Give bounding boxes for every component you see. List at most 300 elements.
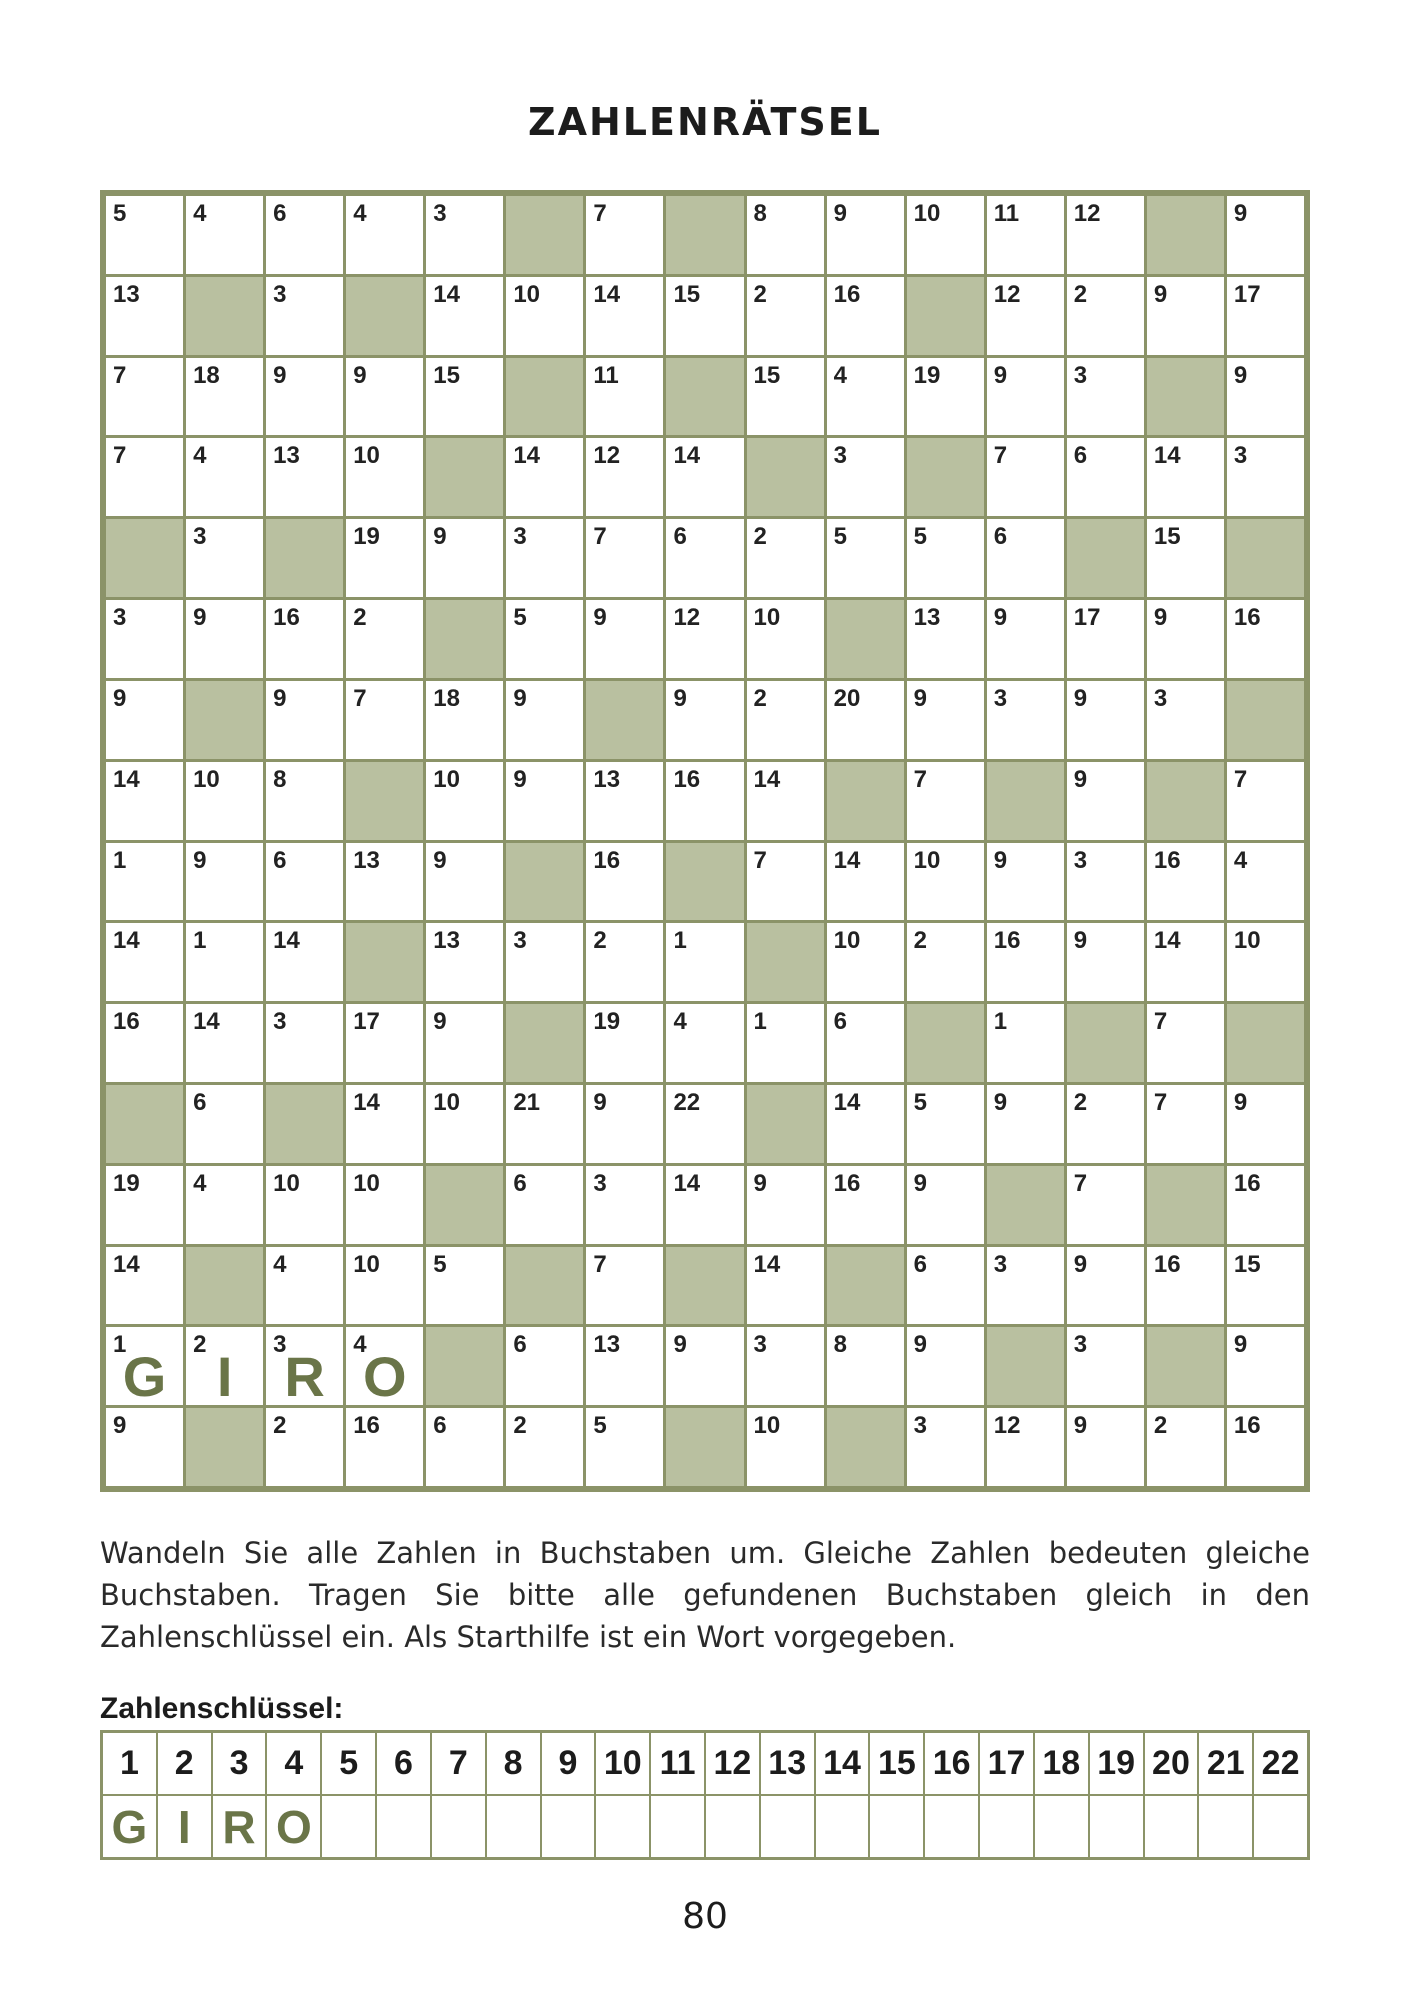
key-letter-cell[interactable] [980,1796,1033,1857]
key-letter-cell[interactable] [816,1796,869,1857]
grid-cell[interactable] [1147,438,1224,516]
grid-cell[interactable] [907,1247,984,1325]
cell-number: 9 [193,846,207,874]
grid-cell[interactable] [907,762,984,840]
cell-number: 7 [113,442,127,470]
shaded-cell [506,358,583,436]
key-letter-cell[interactable] [377,1796,430,1857]
cell-number: 9 [993,846,1008,874]
grid-cell[interactable] [666,923,743,1001]
grid-cell[interactable] [827,1085,904,1163]
key-number: 19 [1097,1744,1136,1782]
grid-cell[interactable] [186,923,263,1001]
grid-cell[interactable] [987,196,1064,274]
grid-cell[interactable] [426,1247,503,1325]
grid-cell[interactable] [346,519,423,597]
grid-cell[interactable] [186,1327,263,1409]
grid-cell[interactable] [1067,1085,1144,1163]
grid-cell[interactable] [1067,358,1144,436]
key-letter-cell[interactable] [870,1796,923,1857]
grid-cell[interactable] [186,519,263,597]
grid-cell[interactable] [827,438,904,516]
grid-cell[interactable] [907,519,984,597]
grid-cell[interactable] [266,1166,343,1244]
grid-cell[interactable] [186,358,263,436]
grid-cell[interactable] [987,277,1064,355]
grid-cell[interactable] [1227,1327,1304,1405]
grid-cell[interactable] [506,681,583,759]
grid-cell[interactable] [506,1166,583,1244]
grid-cell[interactable] [907,1166,984,1244]
shaded-cell [426,1327,503,1405]
cell-number: 6 [273,846,287,874]
cell-number: 17 [1073,604,1101,632]
shaded-cell [1067,1004,1144,1082]
grid-cell[interactable] [506,923,583,1001]
grid-cell[interactable] [907,600,984,678]
cell-number: 13 [273,442,300,470]
cell-number: 6 [993,523,1008,551]
grid-cell[interactable] [1227,843,1304,921]
grid-cell[interactable] [106,277,183,355]
shaded-cell [506,196,583,274]
grid-cell[interactable] [987,358,1064,436]
grid-cell[interactable] [586,1004,663,1082]
grid-cell[interactable] [106,762,183,840]
grid-cell[interactable] [586,762,663,840]
grid-cell[interactable] [747,277,824,355]
shaded-cell [266,519,343,597]
key-letter-cell[interactable] [487,1796,540,1857]
grid-cell[interactable] [987,843,1064,921]
grid-cell[interactable] [987,1247,1064,1325]
grid-cell[interactable] [266,1247,343,1325]
grid-cell[interactable] [426,196,503,274]
grid-cell[interactable] [1147,277,1224,355]
grid-cell[interactable] [586,600,663,678]
grid-cell[interactable] [346,1004,423,1082]
cell-number: 5 [913,1088,928,1116]
grid-cell[interactable] [1067,1247,1144,1325]
grid-cell[interactable] [1227,923,1304,1001]
grid-cell[interactable] [666,277,743,355]
cell-number: 9 [433,523,447,551]
grid-cell[interactable] [747,762,824,840]
key-letter-cell[interactable] [432,1796,485,1857]
cell-number: 14 [353,1088,380,1116]
grid-cell[interactable] [1067,277,1144,355]
cell-number: 6 [673,523,687,551]
grid-cell[interactable] [106,1166,183,1244]
cell-number: 10 [273,1169,300,1197]
grid-cell[interactable] [827,843,904,921]
cell-number: 9 [593,604,607,632]
shaded-cell [747,923,824,1001]
grid-cell[interactable] [1227,438,1304,516]
key-letter: G [111,1800,148,1853]
cell-number: 13 [113,280,140,308]
grid-cell[interactable] [186,196,263,274]
grid-cell[interactable] [1147,681,1224,759]
grid-cell[interactable] [586,1408,663,1486]
cell-number: 17 [353,1008,380,1036]
cell-number: 10 [433,765,460,793]
key-letter-cell[interactable] [1090,1796,1143,1857]
grid-cell[interactable] [346,681,423,759]
grid-cell[interactable] [1227,277,1304,355]
cell-number: 2 [1153,1412,1168,1440]
grid-cell[interactable] [987,923,1064,1001]
grid-cell[interactable] [586,1327,663,1405]
grid-cell[interactable] [666,681,743,759]
grid-cell[interactable] [426,1408,503,1486]
grid-cell[interactable] [346,1327,423,1409]
grid-cell[interactable] [1147,1004,1224,1082]
grid-cell[interactable] [186,1085,263,1163]
key-letter-cell[interactable] [1145,1796,1198,1857]
cell-number: 6 [433,1412,447,1440]
cell-number: 7 [1073,1169,1088,1197]
grid-cell[interactable] [106,923,183,1001]
grid-cell[interactable] [266,358,343,436]
cell-number: 2 [1073,280,1088,308]
number-key-table [100,1730,1310,1860]
key-number-cell [542,1733,595,1794]
grid-cell[interactable] [426,762,503,840]
grid-cell[interactable] [586,1166,663,1244]
grid-cell[interactable] [1227,1247,1304,1325]
cell-number: 3 [1073,846,1088,874]
grid-cell[interactable] [266,438,343,516]
cell-number: 7 [753,846,767,874]
key-letter-cell[interactable] [706,1796,759,1857]
cell-number: 4 [193,442,207,470]
key-letter-cell[interactable] [213,1796,266,1857]
grid-cell[interactable] [586,277,663,355]
grid-cell[interactable] [1227,600,1304,678]
grid-cell[interactable] [586,196,663,274]
grid-cell[interactable] [106,681,183,759]
grid-cell[interactable] [1147,1247,1224,1325]
key-letter-cell[interactable] [1199,1796,1252,1857]
key-number-cell [1145,1733,1198,1794]
grid-cell[interactable] [907,843,984,921]
grid-cell[interactable] [186,600,263,678]
shaded-cell [1227,681,1304,759]
grid-cell[interactable] [1067,196,1144,274]
cell-number: 10 [1233,927,1261,955]
grid-cell[interactable] [1067,681,1144,759]
grid-cell[interactable] [1067,843,1144,921]
grid-cell[interactable] [266,1327,343,1409]
grid-cell[interactable] [747,519,824,597]
grid-cell[interactable] [1147,519,1224,597]
cell-number: 15 [1233,1250,1261,1278]
grid-cell[interactable] [1227,1085,1304,1163]
key-letter-cell[interactable] [267,1796,320,1857]
shaded-cell [827,1408,904,1486]
cell-number: 9 [1073,684,1088,712]
grid-cell[interactable] [426,1004,503,1082]
grid-cell[interactable] [106,196,183,274]
key-letter-cell[interactable] [1254,1796,1307,1857]
cell-number: 16 [833,1169,861,1197]
cell-number: 10 [913,200,941,227]
grid-cell[interactable] [506,1085,583,1163]
grid-cell[interactable] [586,1247,663,1325]
grid-cell[interactable] [1147,1085,1224,1163]
grid-cell[interactable] [747,1408,824,1486]
cell-number: 9 [913,1169,928,1197]
key-letter-cell[interactable] [1035,1796,1088,1857]
cell-number: 9 [1153,280,1168,308]
cell-number: 6 [273,200,287,227]
grid-cell[interactable] [586,843,663,921]
key-number: 6 [394,1744,413,1782]
grid-cell[interactable] [666,1327,743,1405]
grid-cell[interactable] [1227,358,1304,436]
grid-cell[interactable] [907,923,984,1001]
grid-cell[interactable] [1067,600,1144,678]
grid-cell[interactable] [666,1166,743,1244]
grid-cell[interactable] [987,681,1064,759]
key-number-cell [322,1733,375,1794]
key-letter-cell[interactable] [761,1796,814,1857]
cell-number: 9 [993,604,1008,632]
grid-cell[interactable] [747,1166,824,1244]
grid-cell[interactable] [426,843,503,921]
cell-number: 14 [113,1250,140,1278]
grid-cell[interactable] [506,1408,583,1486]
shaded-cell [426,438,503,516]
grid-cell[interactable] [827,196,904,274]
cell-number: 13 [913,604,941,632]
grid-cell[interactable] [1067,923,1144,1001]
grid-cell[interactable] [186,1004,263,1082]
grid-cell[interactable] [827,923,904,1001]
grid-cell[interactable] [827,1166,904,1244]
grid-cell[interactable] [266,600,343,678]
cell-number: 14 [433,280,460,308]
grid-cell[interactable] [106,600,183,678]
grid-cell[interactable] [506,438,583,516]
grid-cell[interactable] [106,1247,183,1325]
cell-number: 7 [593,523,607,551]
cell-number: 3 [1073,1331,1088,1359]
key-letter-cell[interactable] [925,1796,978,1857]
shaded-cell [266,1085,343,1163]
grid-cell[interactable] [106,1408,183,1486]
key-number-cell [980,1733,1033,1794]
grid-cell[interactable] [426,923,503,1001]
key-letter-cell[interactable] [322,1796,375,1857]
grid-cell[interactable] [666,762,743,840]
grid-cell[interactable] [1067,1327,1144,1405]
grid-cell[interactable] [106,1327,183,1409]
cell-number: 10 [193,765,220,793]
grid-cell[interactable] [106,843,183,921]
grid-cell[interactable] [266,1408,343,1486]
key-letter-cell[interactable] [103,1796,156,1857]
key-number-cell [487,1733,540,1794]
cell-number: 22 [673,1088,701,1116]
grid-cell[interactable] [666,600,743,678]
grid-cell[interactable] [1147,1408,1224,1486]
cell-number: 14 [113,765,140,793]
grid-cell[interactable] [827,681,904,759]
cell-number: 19 [593,1008,621,1036]
grid-cell[interactable] [827,1327,904,1405]
grid-cell[interactable] [266,196,343,274]
grid-cell[interactable] [266,923,343,1001]
key-letter-cell[interactable] [596,1796,649,1857]
grid-cell[interactable] [426,681,503,759]
grid-cell[interactable] [666,1085,743,1163]
grid-cell[interactable] [987,1004,1064,1082]
grid-cell[interactable] [747,196,824,274]
grid-cell[interactable] [106,438,183,516]
cell-number: 7 [1153,1088,1168,1116]
grid-cell[interactable] [506,277,583,355]
grid-cell[interactable] [987,1085,1064,1163]
grid-cell[interactable] [266,1004,343,1082]
grid-cell[interactable] [106,1004,183,1082]
key-number-cell [432,1733,485,1794]
grid-cell[interactable] [907,196,984,274]
grid-cell[interactable] [346,196,423,274]
grid-cell[interactable] [827,277,904,355]
grid-cell[interactable] [186,1166,263,1244]
key-letter-cell[interactable] [651,1796,704,1857]
grid-cell[interactable] [346,843,423,921]
key-number-cell [103,1733,156,1794]
cell-number: 16 [353,1412,380,1440]
cell-number: 16 [1153,846,1181,874]
shaded-cell [747,1085,824,1163]
grid-cell[interactable] [666,519,743,597]
grid-cell[interactable] [1227,1408,1304,1486]
grid-cell[interactable] [666,438,743,516]
given-letter: G [122,1345,167,1409]
grid-cell[interactable] [506,762,583,840]
grid-cell[interactable] [827,519,904,597]
grid-cell[interactable] [266,843,343,921]
grid-cell[interactable] [1067,1408,1144,1486]
grid-cell[interactable] [266,762,343,840]
given-letter: R [284,1345,325,1409]
cell-number: 7 [913,765,928,793]
shaded-cell [666,358,743,436]
grid-cell[interactable] [186,843,263,921]
grid-cell[interactable] [747,681,824,759]
shaded-cell [907,438,984,516]
grid-cell[interactable] [987,600,1064,678]
grid-cell[interactable] [346,1085,423,1163]
grid-cell[interactable] [1147,843,1224,921]
grid-cell[interactable] [987,1408,1064,1486]
grid-cell[interactable] [1067,762,1144,840]
grid-cell[interactable] [346,1166,423,1244]
grid-cell[interactable] [827,1004,904,1082]
grid-cell[interactable] [106,358,183,436]
cell-number: 14 [673,442,701,470]
grid-cell[interactable] [266,681,343,759]
cell-number: 9 [113,684,127,712]
grid-cell[interactable] [346,1408,423,1486]
grid-cell[interactable] [346,600,423,678]
grid-cell[interactable] [1227,196,1304,274]
grid-cell[interactable] [426,519,503,597]
grid-cell[interactable] [586,923,663,1001]
grid-cell[interactable] [586,358,663,436]
grid-cell[interactable] [506,519,583,597]
grid-cell[interactable] [747,843,824,921]
grid-cell[interactable] [747,1247,824,1325]
grid-cell[interactable] [1147,600,1224,678]
grid-cell[interactable] [907,681,984,759]
grid-cell[interactable] [586,438,663,516]
grid-cell[interactable] [426,277,503,355]
cell-number: 3 [273,280,287,308]
key-letter-cell[interactable] [158,1796,211,1857]
grid-cell[interactable] [666,1004,743,1082]
cell-number: 9 [1233,1088,1248,1116]
grid-cell[interactable] [186,762,263,840]
cell-number: 19 [353,523,380,551]
cell-number: 9 [1073,765,1088,793]
grid-cell[interactable] [266,277,343,355]
grid-cell[interactable] [346,438,423,516]
grid-cell[interactable] [1067,1166,1144,1244]
grid-cell[interactable] [747,1327,824,1405]
grid-cell[interactable] [747,600,824,678]
cell-number: 9 [913,1331,928,1359]
grid-cell[interactable] [586,1085,663,1163]
grid-cell[interactable] [586,519,663,597]
shaded-cell [827,600,904,678]
grid-cell[interactable] [907,358,984,436]
grid-cell[interactable] [506,600,583,678]
grid-cell[interactable] [1067,438,1144,516]
key-number-cell [158,1733,211,1794]
grid-cell[interactable] [907,1327,984,1405]
grid-cell[interactable] [426,1085,503,1163]
grid-cell[interactable] [907,1085,984,1163]
grid-cell[interactable] [186,438,263,516]
grid-cell[interactable] [426,358,503,436]
cell-number: 3 [833,442,847,470]
grid-cell[interactable] [506,1327,583,1405]
key-letter-cell[interactable] [542,1796,595,1857]
grid-cell[interactable] [907,1408,984,1486]
cell-number: 4 [193,200,207,227]
grid-cell[interactable] [346,1247,423,1325]
given-letter: I [216,1345,233,1409]
grid-cell[interactable] [987,519,1064,597]
shaded-cell [106,519,183,597]
grid-cell[interactable] [346,358,423,436]
cell-number: 9 [1153,604,1168,632]
cell-number: 14 [833,1088,861,1116]
grid-cell[interactable] [987,438,1064,516]
cell-number: 1 [113,846,127,874]
grid-cell[interactable] [1227,1166,1304,1244]
grid-cell[interactable] [747,358,824,436]
grid-cell[interactable] [747,1004,824,1082]
grid-cell[interactable] [1147,923,1224,1001]
grid-cell[interactable] [1227,762,1304,840]
grid-cell[interactable] [827,358,904,436]
